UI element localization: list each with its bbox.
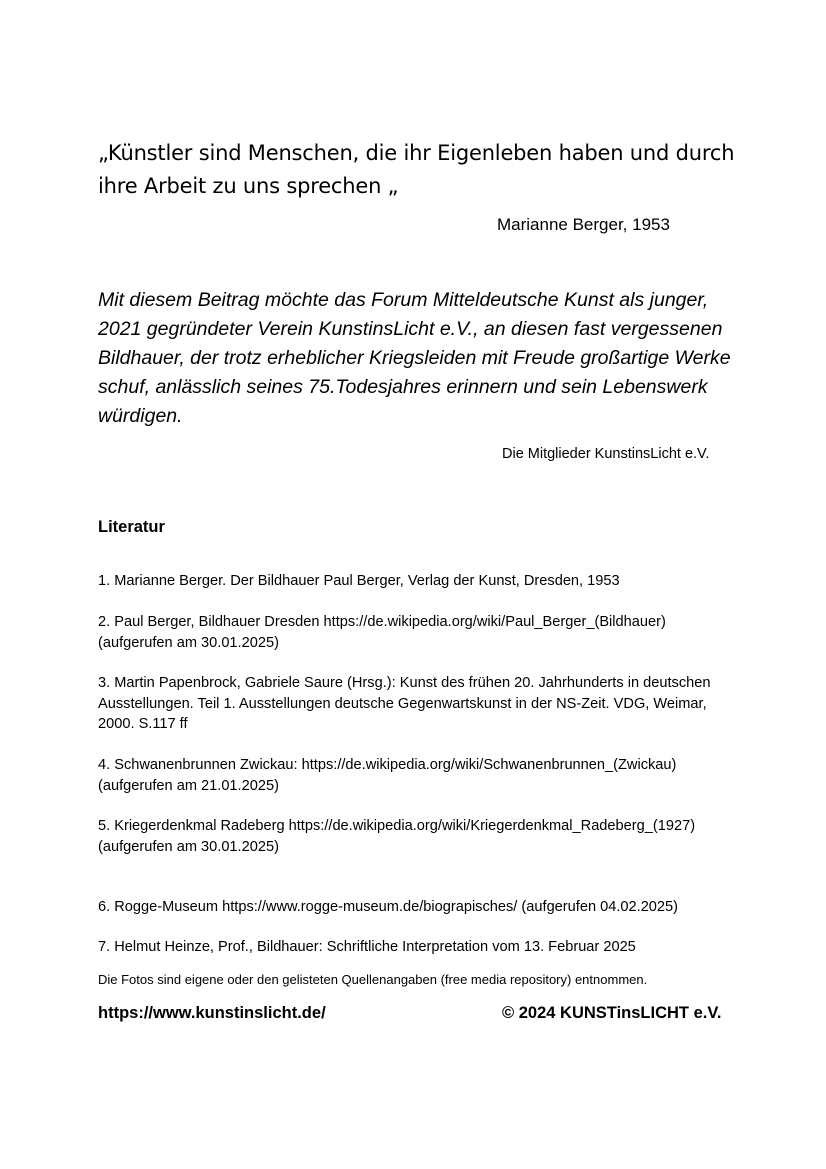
quote-text: „Künstler sind Menschen, die ihr Eigenleben haben und durch ihre Arbeit zu uns sprechen „ — [98, 141, 735, 198]
literature-item: 6. Rogge-Museum https://www.rogge-museum.de/biograpisches/ (aufgerufen 04.02.2025) — [98, 899, 679, 915]
literature-heading: Literatur — [98, 518, 165, 536]
intro-signature: Die Mitglieder KunstinsLicht e.V. — [502, 446, 710, 462]
footer-copyright: © 2024 KUNSTinsLICHT e.V. — [502, 1004, 722, 1022]
literature-item: 5. Kriegerdenkmal Radeberg https://de.wikipedia.org/wiki/Kriegerdenkmal_Radeberg_(1927) (aufgerufen am 30.01.2025) — [98, 818, 696, 855]
photo-credit-note: Die Fotos sind eigene oder den gelisteten Quellenangaben (free media repository) entnommen. — [98, 972, 648, 987]
literature-item: 1. Marianne Berger. Der Bildhauer Paul Berger, Verlag der Kunst, Dresden, 1953 — [98, 573, 620, 589]
quote-author: Marianne Berger, 1953 — [497, 215, 670, 234]
footer-website-url: https://www.kunstinslicht.de/ — [98, 1004, 326, 1022]
intro-paragraph: Mit diesem Beitrag möchte das Forum Mitteldeutsche Kunst als junger, 2021 gegründeter Verein KunstinsLicht e.V., an diesen fast vergessenen Bildhauer, der trotz erheblicher Kriegsleiden mit Freude großartige Werke schuf, anlässlich seines 75.Todesjahres erinnern und sein Lebenswerk würdigen. — [98, 289, 731, 427]
literature-item: 3. Martin Papenbrock, Gabriele Saure (Hrsg.): Kunst des frühen 20. Jahrhunderts in deutschen Ausstellungen. Teil 1. Ausstellungen deutsche Gegenwartskunst in der NS-Zeit. VDG, Weimar, 2000. S.117 ff — [98, 675, 711, 732]
literature-item: 4. Schwanenbrunnen Zwickau: https://de.wikipedia.org/wiki/Schwanenbrunnen_(Zwickau) (aufgerufen am 21.01.2025) — [98, 757, 677, 794]
literature-item: 2. Paul Berger, Bildhauer Dresden https://de.wikipedia.org/wiki/Paul_Berger_(Bildhauer) (aufgerufen am 30.01.2025) — [98, 614, 666, 651]
literature-item: 7. Helmut Heinze, Prof., Bildhauer: Schriftliche Interpretation vom 13. Februar 2025 — [98, 939, 636, 955]
